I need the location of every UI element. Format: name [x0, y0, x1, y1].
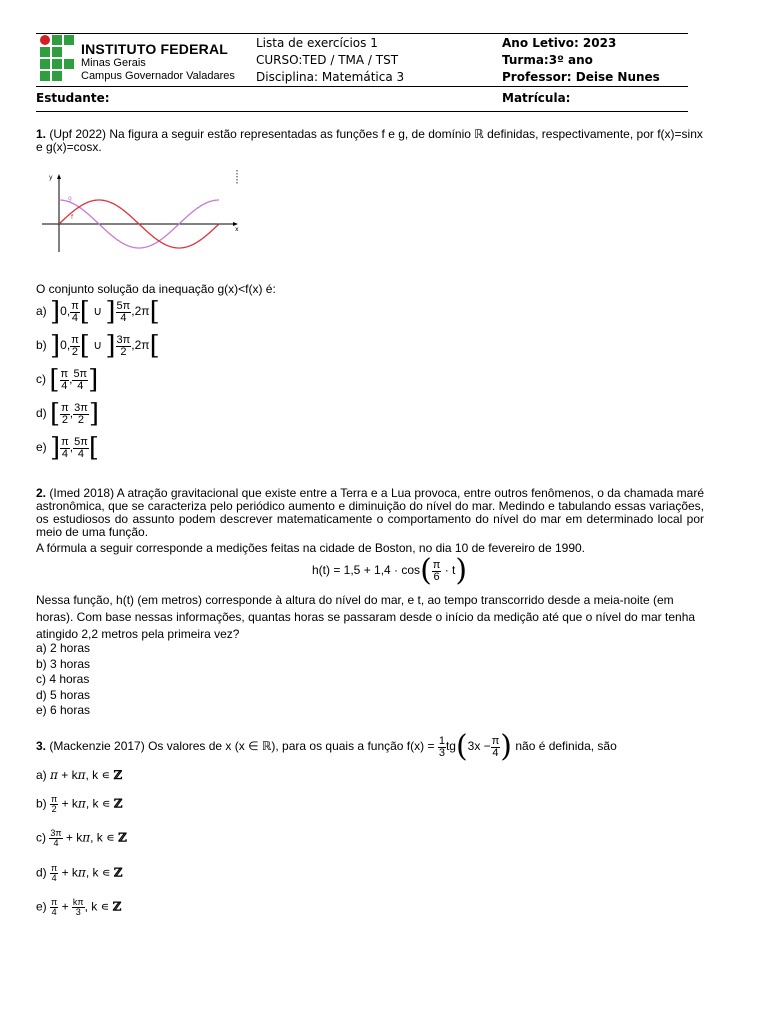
discipline-name: Disciplina: Matemática 3 — [256, 70, 405, 84]
institute-name-block — [81, 41, 235, 83]
q3-option-d[interactable]: d) $\frac{\pi}{4}$ + kπ, k ∊ ℤ — [36, 863, 123, 883]
q1-number: 1. — [36, 127, 47, 141]
q2-option-b[interactable]: b) 3 horas — [36, 656, 91, 671]
q3-option-b[interactable]: b) $\frac{\pi}{2}$ + kπ, k ∊ ℤ — [36, 794, 123, 814]
teacher-name: Professor: Deise Nunes — [502, 70, 660, 84]
graph-y-label: y — [49, 174, 53, 181]
q3-option-e-letter: e) — [36, 899, 47, 914]
institute-name: INSTITUTO FEDERAL — [81, 41, 229, 57]
q1-option-a[interactable]: a) ]0, $\frac{\pi}{4}$ [ ∪ ] $\frac{5\pi}{4}$ ,2π[ — [36, 297, 160, 327]
student-field[interactable]: Estudante: — [36, 91, 110, 105]
q2-formula: h(t) = 1,5 + 1,4 · cos( $\frac{\pi}{6}$ · t) — [312, 553, 468, 588]
q2-option-a[interactable]: a) 2 horas — [36, 641, 91, 655]
class-name: Turma:3º ano — [502, 53, 593, 67]
graph-f-label: f — [71, 214, 74, 221]
q1-option-c[interactable]: c) [ $\frac{\pi}{4}$ , $\frac{5\pi}{4}$ ] — [36, 365, 99, 395]
q2-options — [36, 641, 90, 719]
q2-statement — [36, 487, 704, 539]
graph-x-label: x — [235, 226, 239, 233]
course-info — [256, 35, 404, 86]
q2-number: 2. — [36, 486, 47, 500]
q1-graph — [38, 168, 246, 260]
sheet-header — [36, 33, 688, 112]
q3-option-c-letter: c) — [36, 830, 46, 845]
course-name: CURSO:TED / TMA / TST — [256, 53, 399, 67]
school-year: Ano Letivo: 2023 — [502, 36, 617, 50]
q3-number: 3. — [36, 739, 47, 754]
q1-option-d-letter: d) — [36, 406, 47, 421]
q2-paragraph-2: A fórmula a seguir corresponde a medições feitas na cidade de Boston, no dia 10 de fevereiro de 1990. — [36, 541, 586, 555]
institute-logo — [40, 35, 76, 81]
q1-statement — [36, 128, 704, 154]
q1-option-e[interactable]: e) ] $\frac{\pi}{4}$ , $\frac{5\pi}{4}$ [ — [36, 433, 99, 463]
q1-option-a-letter: a) — [36, 304, 47, 319]
q3-option-b-letter: b) — [36, 796, 47, 811]
institute-state: Minas Gerais — [81, 57, 146, 69]
q1-option-b-letter: b) — [36, 338, 47, 353]
q2-option-c[interactable]: c) 4 horas — [36, 672, 90, 686]
q3-text: (Mackenzie 2017) Os valores de x (x ∈ ℝ), para os quais a função f(x) = — [46, 739, 435, 754]
q3-option-c[interactable]: c) $\frac{3\pi}{4}$ + kπ, k ∊ ℤ — [36, 828, 127, 848]
q3-statement: 3. (Mackenzie 2017) Os valores de x (x ∈ ℝ), para os quais a função f(x) = $\frac{1}{3}$ tg(3x − $\frac{\pi}{4}$ ) não é definida, são — [36, 729, 617, 764]
q2-option-e[interactable]: e) 6 horas — [36, 703, 91, 717]
class-info — [502, 35, 660, 86]
list-title: Lista de exercícios 1 — [256, 36, 378, 50]
q2-paragraph-1: (Imed 2018) A atração gravitacional que existe entre a Terra e a Lua provoca, entre outros fenômenos, o da chamada maré astronômica, que se caracteriza pelo periódico aumento e diminuição do nível do mar. Medindo e tabulando essas variações, os estudiosos do assunto podem descrever matematicamente o comportamento do nível do mar em determinado local por meio de uma função. — [36, 486, 704, 539]
q1-text: (Upf 2022) Na figura a seguir estão representadas as funções f e g, de domínio ℝ definidas, respectivamente, por f(x)=sinx e g(x)=cosx. — [36, 127, 703, 154]
institute-campus: Campus Governador Valadares — [81, 70, 235, 82]
q3-option-d-letter: d) — [36, 865, 47, 880]
q1-option-b[interactable]: b) ]0, $\frac{\pi}{2}$ [ ∪ ] $\frac{3\pi}{2}$ ,2π[ — [36, 331, 160, 361]
q1-option-c-letter: c) — [36, 372, 46, 387]
q3-option-e[interactable]: e) $\frac{\pi}{4}$ + $\frac{k\pi}{3}$ , k ∊ ℤ — [36, 897, 122, 917]
q3-tail: não é definida, são — [515, 739, 617, 754]
graph-g-label: g — [68, 195, 72, 202]
registration-field[interactable]: Matrícula: — [502, 91, 571, 105]
q1-prompt: O conjunto solução da inequação g(x)<f(x) é: — [36, 282, 276, 296]
q3-option-a[interactable]: a) π + kπ, k ∊ ℤ — [36, 768, 123, 782]
q2-formula-text: h(t) = 1,5 + 1,4 · cos — [312, 563, 421, 578]
q1-option-e-letter: e) — [36, 440, 47, 455]
q2-option-d[interactable]: d) 5 horas — [36, 687, 91, 702]
q1-option-d[interactable]: d) [ $\frac{\pi}{2}$ , $\frac{3\pi}{2}$ ] — [36, 399, 99, 429]
q3-option-a-letter: a) — [36, 768, 47, 782]
q2-paragraph-3: Nessa função, h(t) (em metros) corresponde à altura do nível do mar, e t, ao tempo transcorrido desde a meia-noite (em horas). Com base nessas informações, quantas horas se passaram desde o início da medição até que o nível do mar tenha atingido 2,2 metros pela primeira vez? — [36, 593, 696, 641]
